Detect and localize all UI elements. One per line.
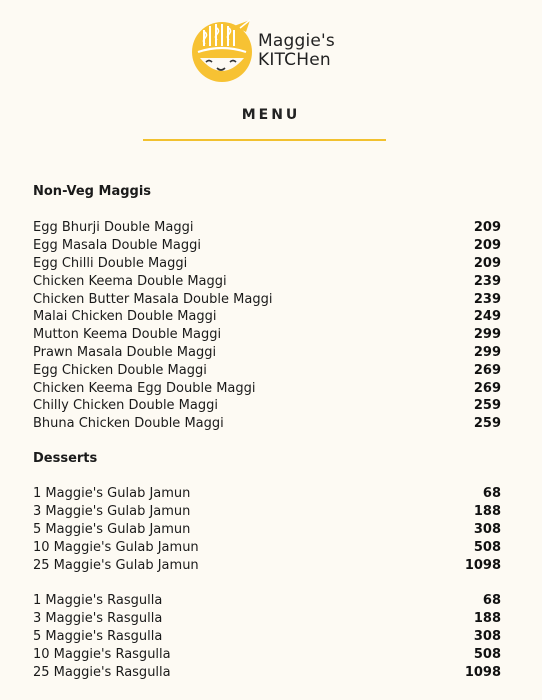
menu-item-price: 188 bbox=[473, 504, 501, 520]
menu-item-name: 3 Maggie's Gulab Jamun bbox=[33, 504, 191, 520]
menu-item bbox=[33, 592, 501, 610]
menu-item bbox=[33, 415, 501, 433]
menu-item-price: 259 bbox=[473, 416, 501, 432]
menu-item-name: 10 Maggie's Rasgulla bbox=[33, 646, 171, 662]
title-divider bbox=[143, 139, 386, 141]
menu-item-name: 10 Maggie's Gulab Jamun bbox=[33, 539, 199, 555]
menu-list-rasgulla bbox=[33, 592, 501, 681]
menu-item-name: 3 Maggie's Rasgulla bbox=[33, 611, 163, 627]
menu-item-name: 5 Maggie's Rasgulla bbox=[33, 628, 163, 644]
menu-item bbox=[33, 255, 501, 273]
brand-line-2: KITCHen bbox=[258, 50, 331, 70]
brand-name bbox=[258, 32, 335, 70]
menu-item-name: Chicken Keema Egg Double Maggi bbox=[33, 380, 256, 396]
menu-item bbox=[33, 397, 501, 415]
page-title: MENU bbox=[241, 107, 301, 123]
menu-item-name: 5 Maggie's Gulab Jamun bbox=[33, 521, 191, 537]
menu-item-price: 209 bbox=[473, 220, 501, 236]
menu-item bbox=[33, 272, 501, 290]
menu-item-name: Chicken Keema Double Maggi bbox=[33, 273, 227, 289]
menu-item-price: 508 bbox=[473, 539, 501, 555]
menu-item bbox=[33, 326, 501, 344]
menu-item bbox=[33, 361, 501, 379]
menu-item-name: 25 Maggie's Rasgulla bbox=[33, 664, 171, 680]
menu-item-price: 209 bbox=[473, 238, 501, 254]
menu-item-price: 68 bbox=[482, 593, 501, 609]
menu-item-price: 308 bbox=[473, 521, 501, 537]
menu-item-price: 249 bbox=[473, 309, 501, 325]
brand-line-1: Maggie's bbox=[258, 31, 335, 51]
menu-item-name: Chicken Butter Masala Double Maggi bbox=[33, 291, 273, 307]
menu-item-price: 299 bbox=[473, 327, 501, 343]
menu-item bbox=[33, 556, 501, 574]
menu-item-price: 239 bbox=[473, 273, 501, 289]
menu-item bbox=[33, 485, 501, 503]
menu-item-name: Chilly Chicken Double Maggi bbox=[33, 398, 218, 414]
menu-item bbox=[33, 237, 501, 255]
menu-list-nonveg bbox=[33, 219, 501, 433]
menu-item bbox=[33, 503, 501, 521]
menu-item-name: Mutton Keema Double Maggi bbox=[33, 327, 222, 343]
menu-item-price: 308 bbox=[473, 628, 501, 644]
menu-item-price: 508 bbox=[473, 646, 501, 662]
menu-item-name: Prawn Masala Double Maggi bbox=[33, 344, 217, 360]
menu-item bbox=[33, 521, 501, 539]
menu-item-price: 209 bbox=[473, 255, 501, 271]
menu-item bbox=[33, 645, 501, 663]
menu-item-price: 269 bbox=[473, 380, 501, 396]
menu-item bbox=[33, 308, 501, 326]
menu-item-name: Egg Chicken Double Maggi bbox=[33, 362, 207, 378]
menu-item-name: Bhuna Chicken Double Maggi bbox=[33, 416, 224, 432]
menu-item-name: 1 Maggie's Rasgulla bbox=[33, 593, 163, 609]
menu-item bbox=[33, 379, 501, 397]
menu-item bbox=[33, 628, 501, 646]
menu-item-name: Malai Chicken Double Maggi bbox=[33, 309, 217, 325]
menu-item-price: 259 bbox=[473, 398, 501, 414]
menu-item-price: 1098 bbox=[464, 557, 501, 573]
menu-item-name: 1 Maggie's Gulab Jamun bbox=[33, 486, 191, 502]
menu-item-price: 1098 bbox=[464, 664, 501, 680]
menu-item-name: 25 Maggie's Gulab Jamun bbox=[33, 557, 199, 573]
menu-item-price: 188 bbox=[473, 611, 501, 627]
menu-item-price: 239 bbox=[473, 291, 501, 307]
menu-item-price: 299 bbox=[473, 344, 501, 360]
menu-item bbox=[33, 219, 501, 237]
menu-item-price: 269 bbox=[473, 362, 501, 378]
menu-item-price: 68 bbox=[482, 486, 501, 502]
menu-item bbox=[33, 290, 501, 308]
menu-item bbox=[33, 663, 501, 681]
section-title-nonveg: Non-Veg Maggis bbox=[33, 184, 152, 199]
menu-item-name: Egg Chilli Double Maggi bbox=[33, 255, 188, 271]
menu-item-name: Egg Bhurji Double Maggi bbox=[33, 220, 194, 236]
menu-item bbox=[33, 344, 501, 362]
section-title-desserts: Desserts bbox=[33, 451, 98, 466]
noodle-bowl-face-icon bbox=[190, 18, 256, 84]
menu-list-gulab-jamun bbox=[33, 485, 501, 574]
menu-item-name: Egg Masala Double Maggi bbox=[33, 238, 201, 254]
menu-item bbox=[33, 538, 501, 556]
menu-item bbox=[33, 610, 501, 628]
brand-logo bbox=[190, 18, 350, 84]
